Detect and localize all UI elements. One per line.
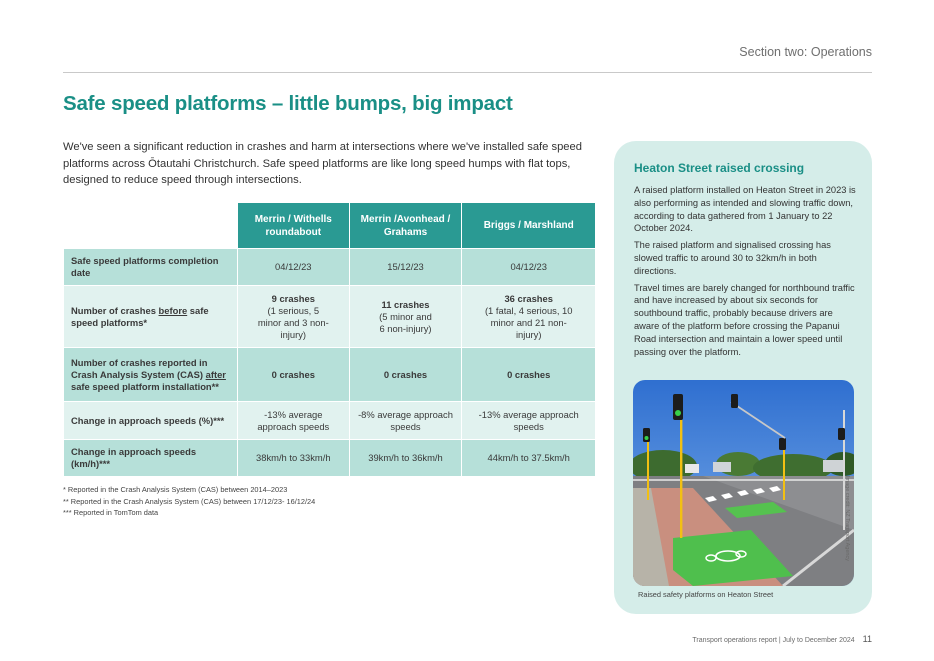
table-row-before <box>64 286 596 348</box>
row-label: Safe speed platforms completion date <box>64 249 238 286</box>
crash-data-table <box>63 202 596 477</box>
page-title: Safe speed platforms – little bumps, big impact <box>63 92 513 115</box>
table-row-completion <box>64 249 596 286</box>
column-header: Merrin /Avonhead / Grahams <box>349 203 462 249</box>
table-cell: 04/12/23 <box>462 249 596 286</box>
crash-count: 9 crashes <box>271 292 315 304</box>
row-label-emphasis: after <box>205 368 226 380</box>
footnote: * Reported in the Crash Analysis System (CAS) between 2014–2023 <box>63 485 288 494</box>
table-cell: 04/12/23 <box>238 249 350 286</box>
panel-title: Heaton Street raised crossing <box>634 161 805 175</box>
heaton-street-photo <box>633 380 854 586</box>
table-cell: 15/12/23 <box>349 249 462 286</box>
table-cell <box>349 286 462 348</box>
photo-caption: Raised safety platforms on Heaton Street <box>638 590 774 599</box>
footnotes <box>63 484 315 519</box>
table-header-row <box>64 203 596 249</box>
table-cell: 0 crashes <box>462 348 596 402</box>
table-cell: 39km/h to 36km/h <box>349 440 462 477</box>
column-header: Merrin / Withells roundabout <box>238 203 350 249</box>
page-footer <box>692 634 872 644</box>
page-number: 11 <box>862 634 872 644</box>
table-cell <box>462 286 596 348</box>
row-label-text: Number of crashes reported in Crash Analysis System (CAS) <box>71 356 208 380</box>
table-corner-cell <box>64 203 238 249</box>
report-name: Transport operations report | July to December 2024 <box>692 637 855 644</box>
section-label: Section two: Operations <box>739 45 872 59</box>
crash-detail: (1 fatal, 4 serious, 10 minor and 21 non-injury) <box>484 304 573 340</box>
table-cell: 38km/h to 33km/h <box>238 440 350 477</box>
table-cell <box>238 286 350 348</box>
crash-detail: (5 minor and 6 non-injury) <box>379 310 432 334</box>
footnote: ** Reported in the Crash Analysis System (CAS) between 17/12/23- 16/12/24 <box>63 496 316 506</box>
table-cell: -13% average approach speeds <box>238 402 350 440</box>
column-header: Briggs / Marshland <box>462 203 596 249</box>
table-cell: 44km/h to 37.5km/h <box>462 440 596 477</box>
table-cell: -8% average approach speeds <box>349 402 462 440</box>
photo-credit: Image credit: NZ Transport Agency <box>844 476 850 561</box>
panel-paragraph: The raised platform and signalised crossing has slowed traffic to around 30 to 32km/h in both directions. <box>634 240 831 276</box>
panel-paragraph: A raised platform installed on Heaton Street in 2023 is also performing as intended and slowing traffic down, according to data gathered from 1 January to 22 October 2024. <box>634 185 856 234</box>
row-label-text: safe speed platforms* <box>71 304 209 328</box>
table-row-kmh <box>64 440 596 477</box>
panel-paragraph: Travel times are barely changed for northbound traffic and have increased by about six seconds for southbound traffic, probably because drivers are aware of the platform before crossing the Papanui Road intersection and maintain a lower speed until passing over the platform. <box>634 282 855 357</box>
crash-detail: (1 serious, 5 minor and 3 non-injury) <box>257 304 329 340</box>
crash-count: 11 crashes <box>381 298 430 310</box>
table-cell: 0 crashes <box>349 348 462 402</box>
table-cell: 0 crashes <box>238 348 350 402</box>
road-crossing-illustration <box>633 380 854 586</box>
row-label: Change in approach speeds (%)*** <box>64 402 238 440</box>
row-label-text: safe speed platform installation** <box>71 380 219 392</box>
row-label-text: Number of crashes <box>71 304 159 316</box>
row-label <box>64 286 238 348</box>
footnote: *** Reported in TomTom data <box>63 508 159 517</box>
row-label: Change in approach speeds (km/h)*** <box>64 440 238 477</box>
panel-body <box>634 184 858 362</box>
crash-count: 36 crashes <box>504 292 553 304</box>
row-label-emphasis: before <box>158 304 188 316</box>
table-row-after <box>64 348 596 402</box>
table-row-pct <box>64 402 596 440</box>
header-divider <box>63 72 872 73</box>
heaton-street-panel <box>614 141 872 614</box>
table-cell: -13% average approach speeds <box>462 402 596 440</box>
intro-paragraph: We've seen a significant reduction in crashes and harm at intersections where we've installed safe speed platforms across Ōtautahi Christchurch. Safe speed platforms are like long speed humps with flat tops, designed to reduce speed through intersections. <box>63 141 582 187</box>
row-label <box>64 348 238 402</box>
